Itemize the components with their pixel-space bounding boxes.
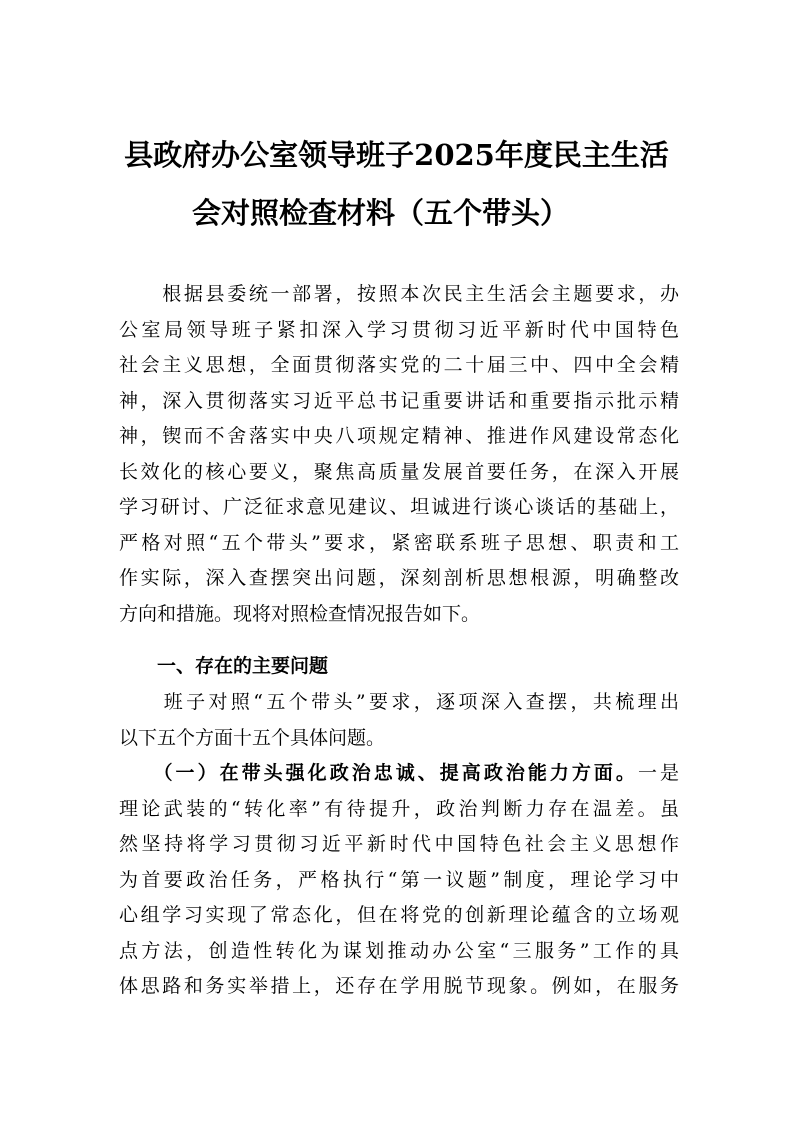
paragraph-line: 理论武装的“转化率”有待提升，政治判断力存在温差。虽: [119, 797, 679, 820]
subsection-heading: （一）在带头强化政治忠诚、提高政治能力方面。: [119, 762, 638, 784]
paragraph-line: 神，锲而不舍落实中央八项规定精神、推进作风建设常态化: [119, 425, 679, 447]
paragraph-line: 严格对照“五个带头”要求，紧密联系班子思想、职责和工: [119, 531, 679, 554]
paragraph-line: 长效化的核心要义，聚焦高质量发展首要任务，在深入开展: [119, 460, 679, 483]
paragraph-line: 心组学习实现了常态化，但在将党的创新理论蕴含的立场观: [119, 904, 679, 926]
paragraph-line: 公室局领导班子紧扣深入学习贯彻习近平新时代中国特色: [119, 318, 679, 341]
paragraph-line: 为首要政治任务，严格执行“第一议题”制度，理论学习中: [119, 868, 679, 891]
paragraph-line: 方向和措施。现将对照检查情况报告如下。: [119, 602, 481, 625]
paragraph-line: 以下五个方面十五个具体问题。: [119, 726, 386, 749]
paragraph-line: [119, 756, 679, 792]
paragraph-line: 神，深入贯彻落实习近平总书记重要讲话和重要指示批示精: [119, 389, 679, 412]
intro-paragraph: [119, 277, 679, 632]
paragraph-line: 社会主义思想，全面贯彻落实党的二十届三中、四中全会精: [119, 354, 679, 376]
paragraph-line: 根据县委统一部署，按照本次民主生活会主题要求，办: [119, 283, 679, 305]
paragraph-line: 点方法，创造性转化为谋划推动办公室“三服务”工作的具: [119, 939, 679, 962]
paragraph-line: 班子对照“五个带头”要求，逐项深入查摆，共梳理出: [119, 691, 679, 713]
section-heading: 一、存在的主要问题: [119, 655, 329, 677]
paragraph-line: 作实际，深入查摆突出问题，深刻剖析思想根源，明确整改: [119, 567, 679, 589]
subsection-lead: 一是: [637, 762, 679, 784]
subsection-paragraph: [119, 756, 679, 1005]
document-title-line-2: 会对照检查材料（五个带头）: [191, 196, 569, 230]
paragraph-line: 然坚持将学习贯彻习近平新时代中国特色社会主义思想作: [119, 833, 679, 855]
paragraph-line: 学习研讨、广泛征求意见建议、坦诚进行谈心谈话的基础上，: [119, 496, 679, 518]
paragraph-line: 体思路和务实举措上，还存在学用脱节现象。例如，在服务: [119, 975, 679, 997]
section1-paragraph: [119, 685, 679, 756]
document-title-line-1: 县政府办公室领导班子2025年度民主生活: [124, 138, 669, 172]
